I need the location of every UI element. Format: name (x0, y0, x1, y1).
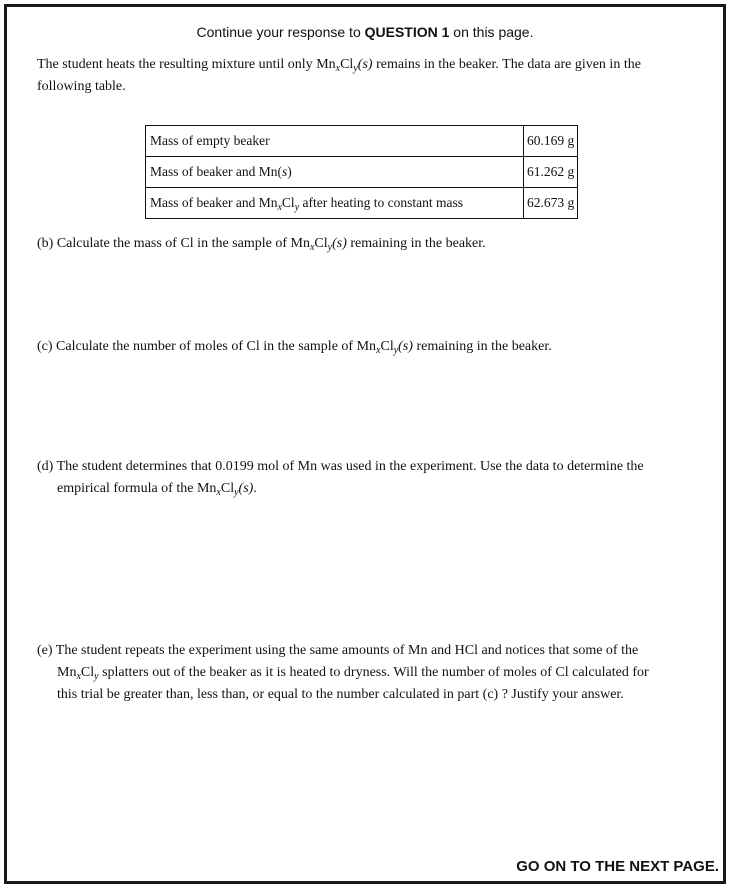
page-frame (4, 4, 726, 884)
page-header (7, 24, 723, 40)
table-cell-value: 62.673 g (524, 188, 578, 219)
header-question-label: QUESTION 1 (364, 24, 450, 40)
table-cell-value: 60.169 g (524, 126, 578, 157)
table-cell-label: Mass of beaker and Mn(s) (146, 157, 524, 188)
table-cell-value: 61.262 g (524, 157, 578, 188)
header-prefix: Continue your response to (196, 24, 365, 40)
question-c: (c) Calculate the number of moles of Cl in the sample of $Mn_xCl_y(s)$ remaining in the beaker. (37, 339, 552, 356)
table-row (146, 126, 578, 157)
next-page-footer: GO ON TO THE NEXT PAGE. (516, 858, 719, 875)
header-suffix: on this page. (449, 24, 534, 40)
intro-paragraph: The student heats the resulting mixture until only $Mn_xCl_y(s)$ remains in the beaker. The data are given in the following table. (37, 57, 641, 94)
table-cell-label: Mass of beaker and $Mn_xCl_y$ after heating to constant mass (146, 188, 524, 219)
question-d: (d) The student determines that 0.0199 mol of Mn was used in the experiment. Use the data to determine the empirical formula of the $Mn_xCl_y(s)$. (37, 459, 644, 498)
question-b: (b) Calculate the mass of Cl in the sample of $Mn_xCl_y(s)$ remaining in the beaker. (37, 236, 486, 253)
table-row (146, 157, 578, 188)
data-table (145, 125, 578, 219)
table-cell-label: Mass of empty beaker (146, 126, 524, 157)
table-row (146, 188, 578, 219)
question-e: (e) The student repeats the experiment using the same amounts of Mn and HCl and notices that some of the $Mn_xCl_y$ splatters out of the beaker as it is heated to dryness. Will the number of moles of Cl calculated for this trial be greater than, less than, or equal to the number calculated in part (c) ? Justify your answer. (37, 643, 649, 702)
